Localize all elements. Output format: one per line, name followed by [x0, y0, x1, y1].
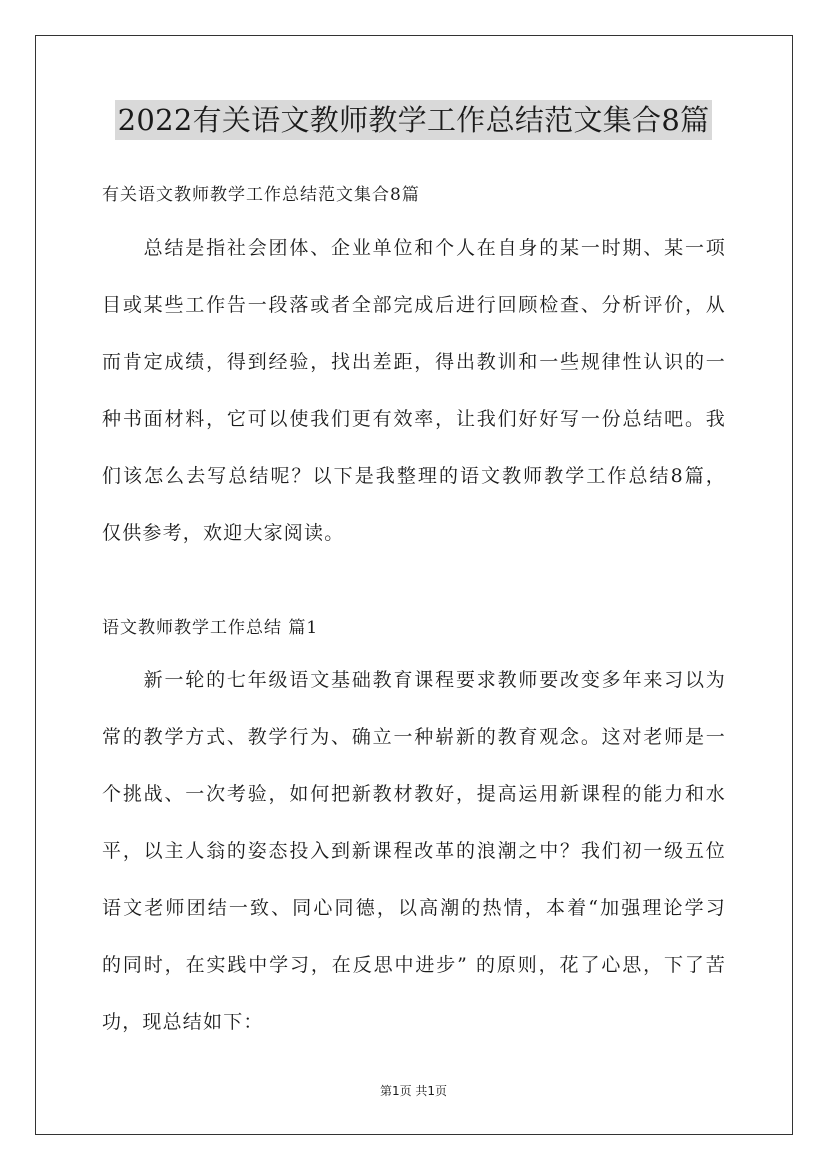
section-line: 功，现总结如下： [102, 1011, 264, 1033]
section-line: 新一轮的七年级语文基础教育课程要求教师要改变多年来习以为 [102, 669, 726, 691]
intro-line: 总结是指社会团体、企业单位和个人在自身的某一时期、某一项 [102, 237, 726, 259]
intro-line: 们该怎么去写总结呢？以下是我整理的语文教师教学工作总结8篇， [102, 465, 726, 487]
title-container [0, 100, 827, 140]
page-footer: 第1页 共1页 [379, 1084, 448, 1098]
document-subtitle: 有关语文教师教学工作总结范文集合8篇 [102, 185, 420, 205]
section-heading: 语文教师教学工作总结 篇1 [102, 618, 319, 638]
intro-line: 目或某些工作告一段落或者全部完成后进行回顾检查、分析评价，从 [102, 294, 726, 316]
intro-line: 仅供参考，欢迎大家阅读。 [102, 522, 345, 544]
section-line: 语文老师团结一致、同心同德，以高潮的热情，本着“加强理论学习 [102, 897, 726, 919]
document-title: 2022有关语文教师教学工作总结范文集合8篇 [115, 100, 713, 140]
intro-line: 而肯定成绩，得到经验，找出差距，得出教训和一些规律性认识的一 [102, 351, 726, 373]
section-line: 个挑战、一次考验，如何把新教材教好，提高运用新课程的能力和水 [102, 783, 726, 805]
intro-paragraph [102, 234, 726, 576]
section-line: 平，以主人翁的姿态投入到新课程改革的浪潮之中？我们初一级五位 [102, 840, 726, 862]
section-line: 常的教学方式、教学行为、确立一种崭新的教育观念。这对老师是一 [102, 726, 726, 748]
section-line: 的同时，在实践中学习，在反思中进步” 的原则，花了心思，下了苦 [102, 954, 726, 976]
intro-line: 种书面材料，它可以使我们更有效率，让我们好好写一份总结吧。我 [102, 408, 726, 430]
section-paragraph [102, 666, 726, 1065]
